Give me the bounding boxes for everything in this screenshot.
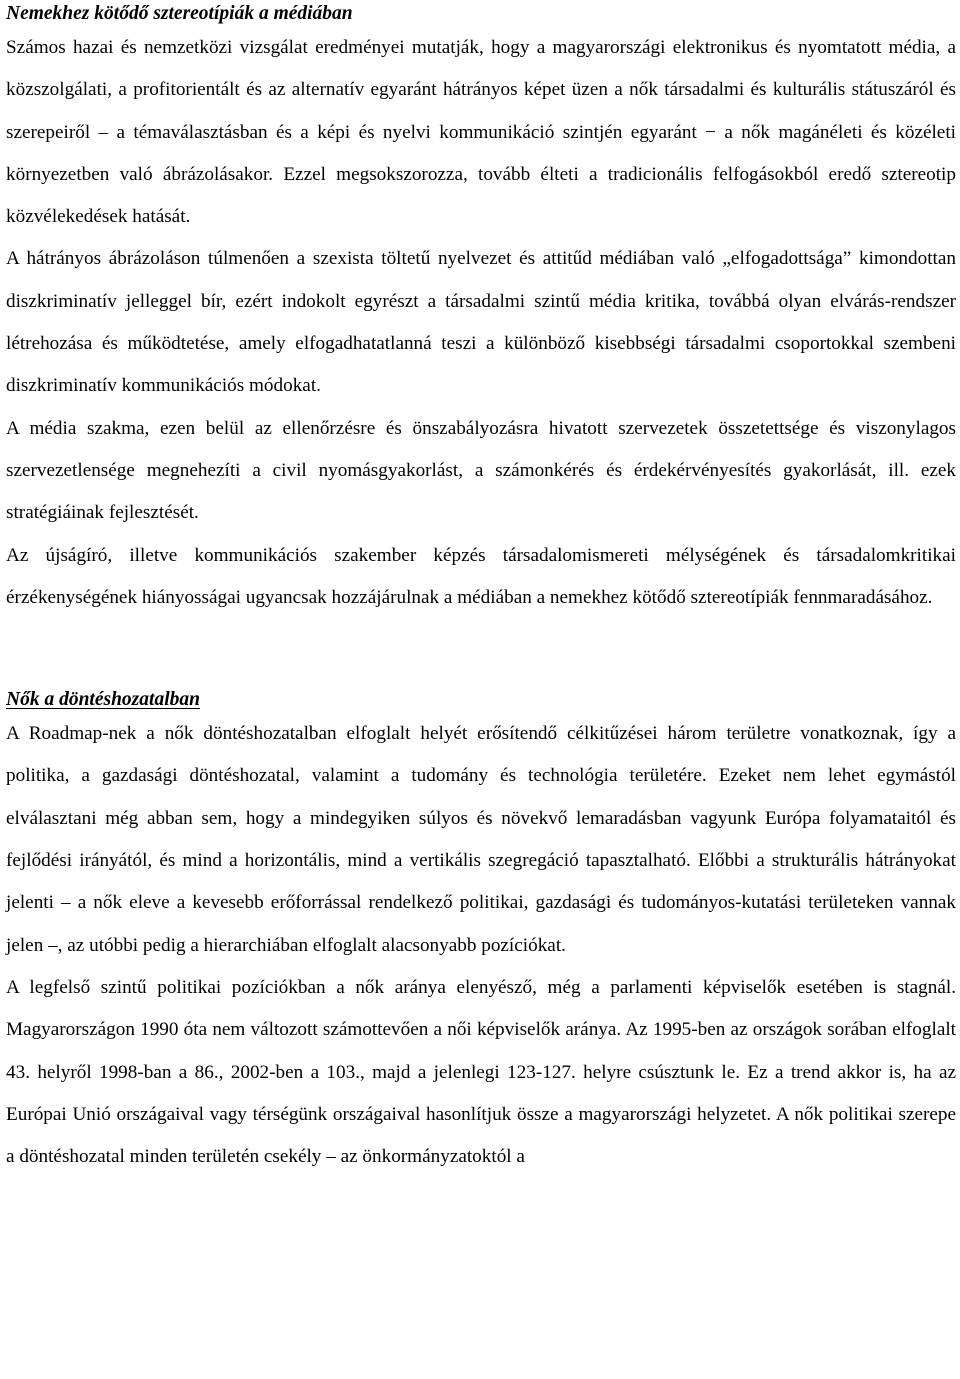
paragraph-media-3: A média szakma, ezen belül az ellenőrzésre és önszabályozásra hivatott szervezetek összetettsége és viszonylagos szervezetlensége megnehezíti a civil nyomásgyakorlást, a számonkérés és érdekérvényesítés gyakorlását, ill. ezek stratégiáinak fejlesztését. xyxy=(6,417,956,524)
paragraph-media-2: A hátrányos ábrázoláson túlmenően a szexista töltetű nyelvezet és attitűd médiában való „elfogadottsága” kimondottan diszkriminatív jelleggel bír, ezért indokolt egyrészt a társadalmi szintű média kritika, továbbá olyan elvárás-rendszer létrehozása és működtetése, amely elfogadhatatlanná teszi a különböző kisebbségi társadalmi csoportokkal szembeni diszkriminatív kommunikációs módokat. xyxy=(6,248,956,397)
section-spacer xyxy=(6,619,956,686)
paragraph-decision-1: A Roadmap-nek a nők döntéshozatalban elfoglalt helyét erősítendő célkitűzései három területre vonatkoznak, így a politika, a gazdasági döntéshozatal, valamint a tudomány és technológia területére. Ezeket nem lehet egymástól elválasztani még abban sem, hogy a mindegyiken súlyos és növekvő lemaradásban vagyunk Európa folyamataitól és fejlődési irányától, és mind a horizontális, mind a vertikális szegregáció tapasztalható. Előbbi a strukturális hátrányokat jelenti – a nők eleve a kevesebb erőforrással rendelkező politikai, gazdasági és tudományos-kutatási területeken vannak jelen –, az utóbbi pedig a hierarchiában elfoglalt alacsonyabb pozíciókat. xyxy=(6,723,956,956)
paragraph-media-4: Az újságíró, illetve kommunikációs szakember képzés társadalomismereti mélységének és társadalomkritikai érzékenységének hiányosságai ugyancsak hozzájárulnak a médiában a nemekhez kötődő sztereotípiák fennmaradásához. xyxy=(6,544,956,608)
paragraph-media-1: Számos hazai és nemzetközi vizsgálat eredményei mutatják, hogy a magyarországi elektronikus és nyomtatott média, a közszolgálati, a profitorientált és az alternatív egyaránt hátrányos képet üzen a nők társadalmi és kulturális státuszáról és szerepeiről – a témaválasztásban és a képi és nyelvi kommunikáció szintjén egyaránt − a nők magánéleti és közéleti környezetben való ábrázolásakor. Ezzel megsokszorozza, tovább élteti a tradicionális felfogásokból eredő sztereotip közvélekedések hatását. xyxy=(6,37,956,228)
document-page xyxy=(6,0,956,1178)
paragraph-decision-2: A legfelső szintű politikai pozíciókban a nők aránya elenyésző, még a parlamenti képviselők esetében is stagnál. Magyarországon 1990 óta nem változott számottevően a női képviselők aránya. Az 1995-ben az országok sorában elfoglalt 43. helyről 1998-ban a 86., 2002-ben a 103., majd a jelenlegi 123-127. helyre csúsztunk le. Ez a trend akkor is, ha az Európai Unió országaival vagy térségünk országaival hasonlítjuk össze a magyarországi helyzetet. A nők politikai szerepe a döntéshozatal minden területén csekély – az önkormányzatoktól a xyxy=(6,976,956,1168)
section-title-women-decision-making: Nők a döntéshozatalban xyxy=(6,689,200,711)
section-title-media-stereotypes: Nemekhez kötődő sztereotípiák a médiában xyxy=(6,3,353,24)
